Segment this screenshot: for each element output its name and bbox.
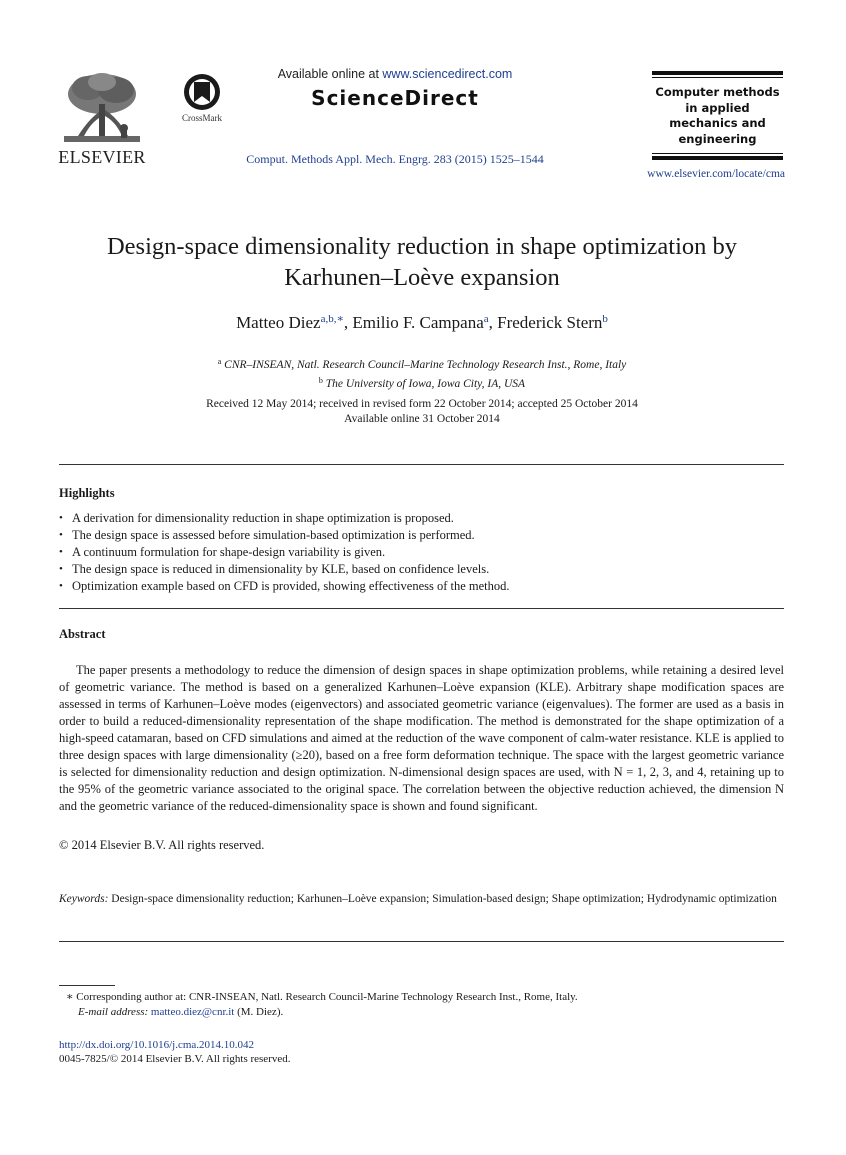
highlights-heading: Highlights bbox=[59, 486, 115, 500]
abstract-heading: Abstract bbox=[59, 627, 106, 641]
highlight-text: A derivation for dimensionality reduction in shape optimization is proposed. bbox=[72, 511, 454, 525]
available-online-line bbox=[250, 67, 540, 81]
journal-title-rule-top bbox=[652, 71, 783, 75]
author-affiliation-marks[interactable]: a bbox=[483, 313, 489, 325]
highlight-text: Optimization example based on CFD is provided, showing effectiveness of the method. bbox=[72, 579, 510, 593]
doi-block bbox=[59, 1038, 291, 1066]
abstract-text: The paper presents a methodology to reduce the dimension of design spaces in shape optimization problems, while retaining a desired level of geometric variance. The method is based on a generalized Karhunen–Loève expansion (KLE). Arbitrary shape modification spaces are assessed in terms of Karhunen–Loève modes (eigenvectors) and associated geometric variance (eigenvalues). The former are used as a basis in order to build a reduced-dimensionality representation of the shape modification. The method is demonstrated for the shape optimization of a high-speed catamaran, based on CFD simulations and aimed at the reduction of the wave component of calm-water resistance. KLE is applied to three design spaces with large dimensionality (≥20), based on a free form deformation technique. The space with the largest geometric variance is selected for dimensionality reduction and design optimization. N-dimensional design spaces are used, with N = 1, 2, 3, and 4, retaining up to the 95% of the geometric variance associated to the original space. The correlation between the objective reduction achieved, the dimension N and the geometric variance of the reduced-dimensionality space is shown and found significant. bbox=[59, 663, 784, 813]
journal-title-line: in applied bbox=[685, 100, 750, 115]
author-list bbox=[60, 312, 784, 333]
bullet-icon: • bbox=[59, 512, 63, 524]
highlights-list bbox=[59, 510, 784, 595]
footnote-rule bbox=[59, 985, 115, 986]
article-title-line: Design-space dimensionality reduction in shape optimization by bbox=[106, 233, 738, 260]
author-affiliation-marks[interactable]: b bbox=[602, 313, 608, 325]
available-online-prefix: Available online at bbox=[277, 67, 383, 81]
journal-title-rule-bottom-thin bbox=[652, 153, 783, 154]
highlight-item bbox=[59, 561, 784, 578]
highlight-text: A continuum formulation for shape-design variability is given. bbox=[72, 545, 386, 559]
highlight-item bbox=[59, 544, 784, 561]
copyright-notice: © 2014 Elsevier B.V. All rights reserved. bbox=[59, 838, 265, 852]
affiliation-line bbox=[60, 373, 784, 392]
issn-line: 0045-7825/© 2014 Elsevier B.V. All rights reserved. bbox=[59, 1053, 291, 1065]
section-divider bbox=[59, 941, 784, 942]
available-online-date: Available online 31 October 2014 bbox=[344, 413, 500, 425]
journal-title-line: mechanics and bbox=[669, 116, 766, 130]
highlight-item bbox=[59, 578, 784, 595]
article-history bbox=[60, 397, 784, 427]
doi-link[interactable]: http://dx.doi.org/10.1016/j.cma.2014.10.042 bbox=[59, 1039, 255, 1051]
journal-title-box bbox=[652, 71, 783, 160]
bullet-icon: • bbox=[59, 529, 63, 541]
email-label: E-mail address: bbox=[78, 1006, 149, 1018]
highlight-text: The design space is assessed before simulation-based optimization is performed. bbox=[72, 528, 475, 542]
affiliation-text: CNR–INSEAN, Natl. Research Council–Marine Technology Research Inst., Rome, Italy bbox=[224, 359, 627, 371]
author-name[interactable]: Frederick Stern bbox=[497, 313, 603, 332]
corresponding-author-text: ∗ Corresponding author at: CNR-INSEAN, Natl. Research Council-Marine Technology Research Inst., Rome, Italy. bbox=[66, 991, 578, 1003]
bullet-icon: • bbox=[59, 580, 63, 592]
crossmark-label: CrossMark bbox=[182, 113, 222, 123]
affiliations bbox=[60, 354, 784, 392]
affiliation-line bbox=[60, 354, 784, 373]
journal-title-rule-bottom bbox=[652, 156, 783, 160]
bullet-icon: • bbox=[59, 563, 63, 575]
highlight-text: The design space is reduced in dimensionality by KLE, based on confidence levels. bbox=[72, 562, 490, 576]
bullet-icon: • bbox=[59, 546, 63, 558]
received-dates: Received 12 May 2014; received in revised form 22 October 2014; accepted 25 October 2014 bbox=[206, 398, 638, 410]
sciencedirect-wordmark: ScienceDirect bbox=[311, 86, 479, 110]
author-separator: , bbox=[343, 313, 353, 332]
article-title bbox=[60, 231, 784, 293]
author-separator: , bbox=[488, 313, 498, 332]
journal-title-line: engineering bbox=[678, 131, 757, 146]
sciencedirect-link[interactable]: www.sciencedirect.com bbox=[382, 67, 513, 81]
author-name[interactable]: Matteo Diez bbox=[236, 313, 321, 332]
keywords-label: Keywords: bbox=[59, 893, 109, 905]
email-line bbox=[66, 1005, 784, 1020]
corresponding-author-footnote bbox=[66, 990, 784, 1020]
section-divider bbox=[59, 464, 784, 465]
author-name[interactable]: Emilio F. Campana bbox=[352, 313, 484, 332]
journal-title bbox=[652, 78, 783, 151]
author-affiliation-marks[interactable]: a,b,∗ bbox=[320, 313, 344, 325]
keywords bbox=[59, 891, 784, 908]
journal-title-line: Computer methods bbox=[655, 85, 780, 99]
elsevier-wordmark: ELSEVIER bbox=[58, 147, 146, 167]
keywords-text: Design-space dimensionality reduction; Karhunen–Loève expansion; Simulation-based design; Shape optimization; Hydrodynamic optimization bbox=[111, 893, 777, 905]
journal-url-link[interactable]: www.elsevier.com/locate/cma bbox=[647, 168, 785, 180]
highlight-item bbox=[59, 510, 784, 527]
email-suffix: (M. Diez). bbox=[234, 1006, 284, 1018]
email-link[interactable]: matteo.diez@cnr.it bbox=[150, 1006, 235, 1018]
crossmark-icon bbox=[182, 72, 222, 112]
affiliation-mark: a bbox=[217, 357, 222, 366]
section-divider bbox=[59, 608, 784, 609]
highlight-item bbox=[59, 527, 784, 544]
crossmark-badge[interactable] bbox=[172, 72, 232, 123]
article-title-line: Karhunen–Loève expansion bbox=[284, 264, 560, 291]
affiliation-text: The University of Iowa, Iowa City, IA, USA bbox=[325, 378, 526, 390]
affiliation-mark: b bbox=[318, 376, 323, 385]
journal-reference[interactable]: Comput. Methods Appl. Mech. Engrg. 283 (2015) 1525–1544 bbox=[246, 152, 544, 166]
